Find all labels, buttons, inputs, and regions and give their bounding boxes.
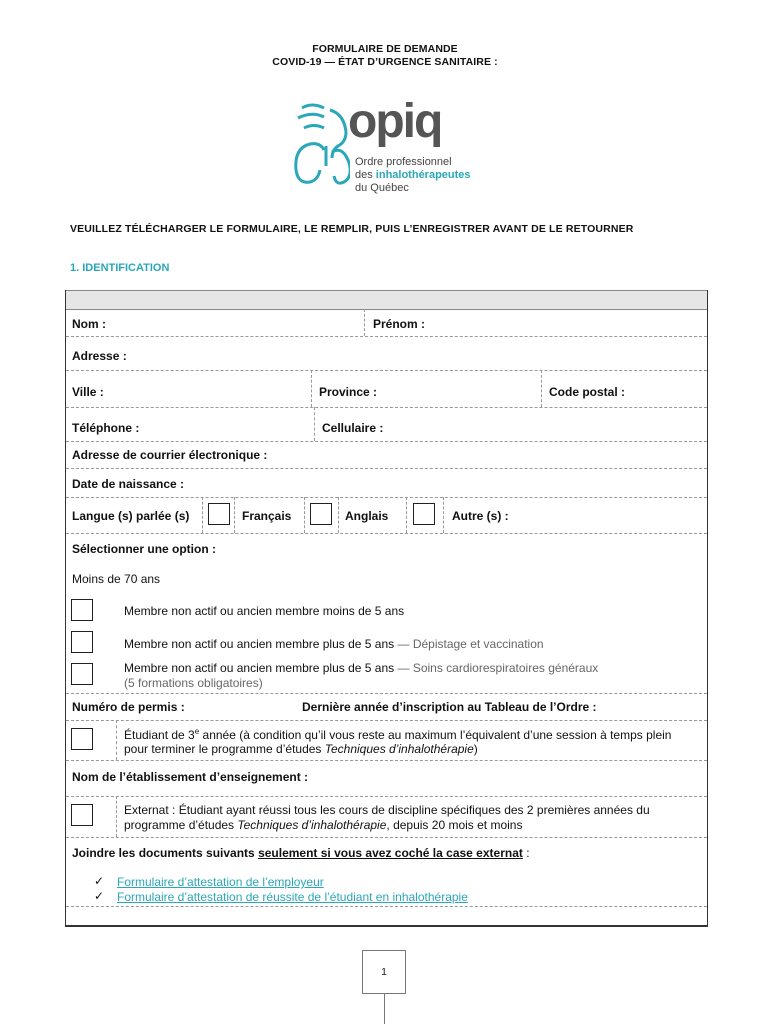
row-divider xyxy=(66,760,707,761)
etablissement-label: Nom de l’établissement d’enseignement : xyxy=(72,770,309,784)
logo-line-2: des inhalothérapeutes xyxy=(355,169,471,181)
divider xyxy=(311,370,312,407)
divider xyxy=(116,796,117,837)
autre-checkbox[interactable] xyxy=(413,503,435,525)
etudiant-text-line1: Étudiant de 3e année (à condition qu’il vous reste au maximum l’équivalent d’une session à temps plein xyxy=(124,727,672,742)
identification-form xyxy=(65,290,708,927)
student-form-link[interactable]: Formulaire d’attestation de réussite de l’étudiant en inhalothérapie xyxy=(117,890,468,904)
row-divider xyxy=(66,407,707,408)
row-divider xyxy=(66,370,707,371)
divider xyxy=(364,309,365,336)
row-divider xyxy=(66,468,707,469)
etudiant-checkbox[interactable] xyxy=(71,728,93,750)
instruction-text: VEUILLEZ TÉLÉCHARGER LE FORMULAIRE, LE REMPLIR, PUIS L’ENREGISTRER AVANT DE LE RETOURNER xyxy=(70,223,634,235)
langue-label: Langue (s) parlée (s) xyxy=(72,509,190,523)
option1-checkbox[interactable] xyxy=(71,599,93,621)
divider xyxy=(314,407,315,441)
anglais-label: Anglais xyxy=(345,509,389,523)
row-divider xyxy=(66,497,707,498)
opiq-logo xyxy=(290,95,490,200)
row-divider xyxy=(66,837,707,838)
telephone-label: Téléphone : xyxy=(72,421,140,435)
francais-label: Français xyxy=(242,509,292,523)
francais-checkbox[interactable] xyxy=(208,503,230,525)
moins70-text: Moins de 70 ans xyxy=(72,572,161,586)
footer-line xyxy=(384,994,385,1024)
check-icon: ✓ xyxy=(94,889,105,903)
row-divider xyxy=(66,720,707,721)
employer-form-link[interactable]: Formulaire d’attestation de l’employeur xyxy=(117,875,324,889)
option3-note: (5 formations obligatoires) xyxy=(124,676,263,690)
option3-checkbox[interactable] xyxy=(71,663,93,685)
derniere-annee-label: Dernière année d’inscription au Tableau de l’Ordre : xyxy=(302,700,597,714)
etudiant-text-line2: pour terminer le programme d’études Techniques d’inhalothérapie) xyxy=(124,742,478,756)
autre-label: Autre (s) : xyxy=(452,509,509,523)
logo-tagline xyxy=(355,156,471,195)
selection-label: Sélectionner une option : xyxy=(72,542,217,556)
row-divider xyxy=(66,906,707,907)
logo-line-1: Ordre professionnel xyxy=(355,156,452,168)
prenom-label: Prénom : xyxy=(373,317,426,331)
section-title: 1. IDENTIFICATION xyxy=(70,262,170,274)
externat-text-line2: programme d’études Techniques d’inhalothérapie, depuis 20 mois et moins xyxy=(124,818,523,832)
divider xyxy=(443,497,444,533)
adresse-label: Adresse : xyxy=(72,349,127,363)
row-divider xyxy=(66,693,707,694)
row-divider xyxy=(66,441,707,442)
numero-permis-label: Numéro de permis : xyxy=(72,700,185,714)
form-header-band xyxy=(66,290,707,310)
option2-label: Membre non actif ou ancien membre plus de 5 ans — Dépistage et vaccination xyxy=(124,637,544,651)
divider xyxy=(116,720,117,760)
row-divider xyxy=(66,533,707,534)
courriel-label: Adresse de courrier électronique : xyxy=(72,448,268,462)
divider xyxy=(234,497,235,533)
logo-wordmark: opiq xyxy=(348,95,442,148)
row-divider xyxy=(66,336,707,337)
divider xyxy=(304,497,305,533)
nom-label: Nom : xyxy=(72,317,106,331)
lungs-icon xyxy=(290,100,350,196)
option2-checkbox[interactable] xyxy=(71,631,93,653)
externat-checkbox[interactable] xyxy=(71,804,93,826)
cellulaire-label: Cellulaire : xyxy=(322,421,384,435)
check-icon: ✓ xyxy=(94,874,105,888)
externat-text-line1: Externat : Étudiant ayant réussi tous les cours de discipline spécifiques des 2 premières années du xyxy=(124,803,650,817)
row-divider xyxy=(66,796,707,797)
form-subtitle: COVID-19 — ÉTAT D’URGENCE SANITAIRE : xyxy=(272,56,498,68)
province-label: Province : xyxy=(319,385,378,399)
option3-label: Membre non actif ou ancien membre plus de 5 ans — Soins cardiorespiratoires généraux xyxy=(124,661,599,675)
divider xyxy=(338,497,339,533)
naissance-label: Date de naissance : xyxy=(72,477,185,491)
page-number: 1 xyxy=(362,950,406,994)
anglais-checkbox[interactable] xyxy=(310,503,332,525)
code-postal-label: Code postal : xyxy=(549,385,626,399)
divider xyxy=(406,497,407,533)
logo-line-3: du Québec xyxy=(355,182,409,194)
form-title: FORMULAIRE DE DEMANDE xyxy=(312,43,458,55)
option1-label: Membre non actif ou ancien membre moins de 5 ans xyxy=(124,604,405,618)
divider xyxy=(541,370,542,407)
ville-label: Ville : xyxy=(72,385,104,399)
divider xyxy=(202,497,203,533)
documents-intro: Joindre les documents suivants seulement si vous avez coché la case externat : xyxy=(72,846,530,860)
